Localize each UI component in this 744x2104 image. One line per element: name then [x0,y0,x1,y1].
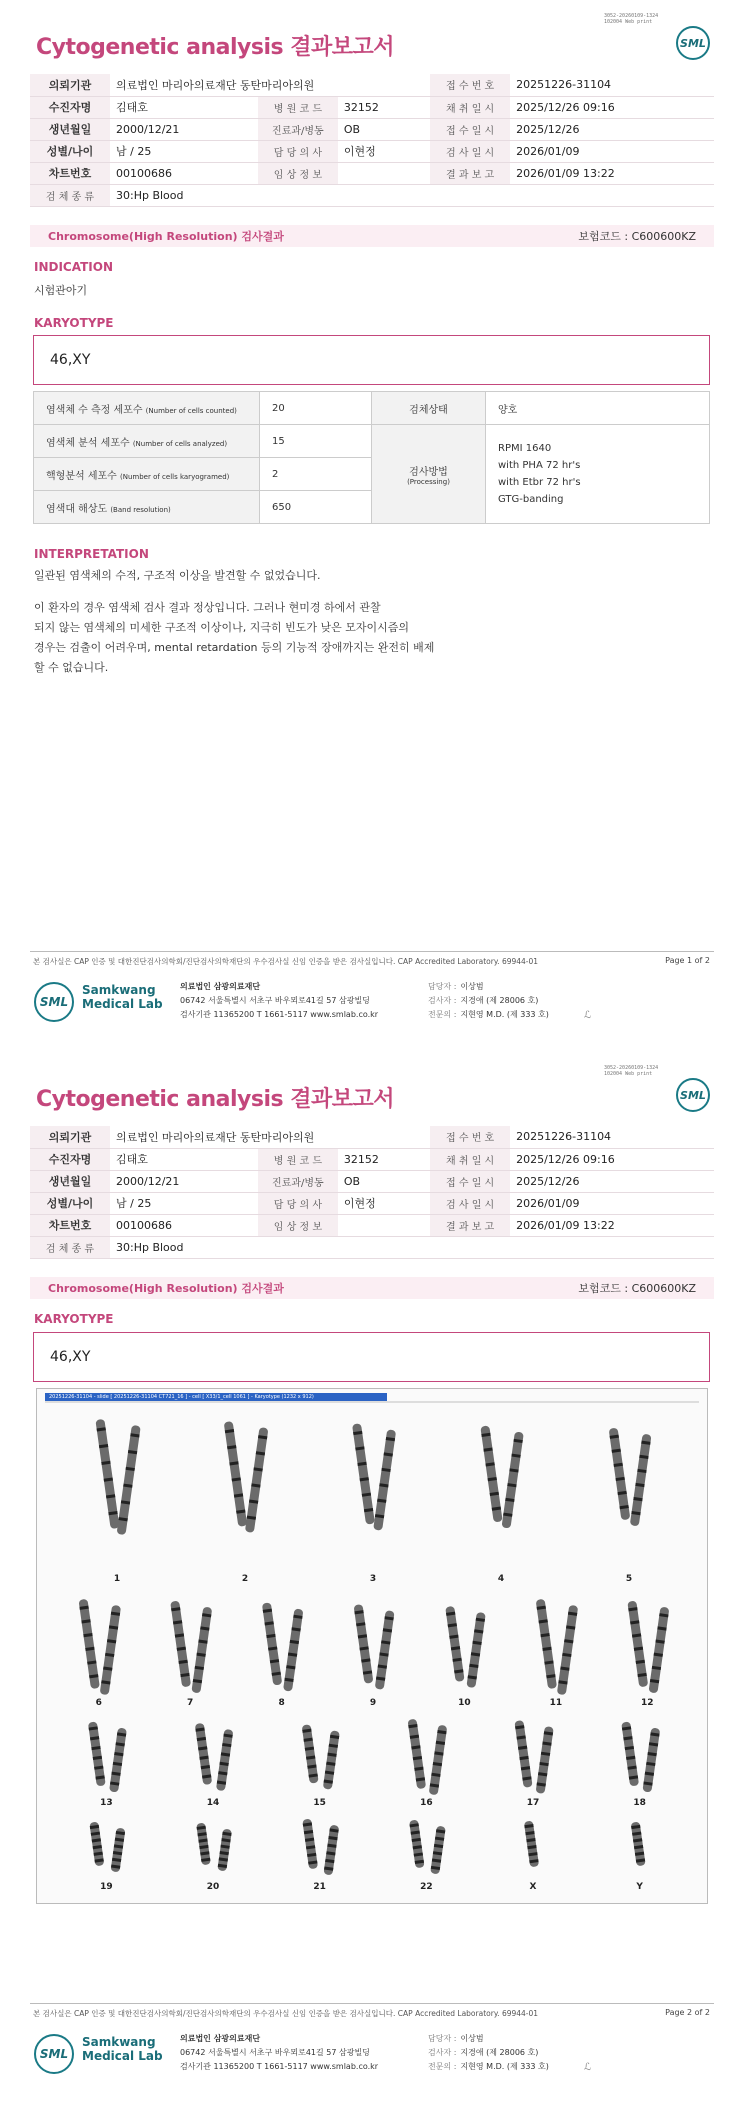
chromosome-pair-15 [302,1724,340,1790]
chromosome-pair-3 [352,1423,396,1531]
karyotype-box: 46,XY [33,335,710,385]
sml-logo: SML [676,1078,710,1112]
chromosome-pair-7 [170,1601,212,1694]
karyotype-heading: KARYOTYPE [34,316,114,330]
patient-info-table: 의뢰기관 의료법인 마리아의료재단 동탄마리아의원 접 수 번 호 20251226-31104 수진자명 김태호 병 원 코 드 32152 채 취 일 시 2025/12/26 09:16 생년월일 2000/12/21 진료과/병동 OB 접 수 일 시 2025/12/26 성별/나이 남 / 25 담 당 의 사 이현정 검 사 일 시 2026/01/09 차트번호 00100686 임 상 정 보 결 과 보 고 2026/01/09 13:22 검 체 종 류 30:Hp Blood [30,74,714,207]
signature: ℒ [584,1010,592,1021]
accreditation-note: 본 검사실은 CAP 인증 및 대한진단검사의학회/진단검사의학재단의 우수검사실 신임 인증을 받은 검사실입니다. CAP Accredited Laboratory. 69944-01 [33,957,539,966]
samkwang-logo: SML [34,2034,74,2074]
cell-stats-table: 염색체 수 측정 세포수 (Number of cells counted) 20 검체상태 양호 염색체 분석 세포수 (Number of cells analyzed) 15 검사방법 (Processing) RPMI 1640 with PHA 72 hr's with Etbr 72 hr's GTG-banding 핵형분석 세포수 (Number of cells karyogramed) 2 염색대 해상도 (Band resolution) 650 [33,391,710,524]
chromosome-pair-8 [262,1602,304,1691]
indication-text: 시험관아기 [34,284,88,297]
chromosome-label-6: 6 [95,1698,102,1708]
report-title: Cytogenetic analysis 결과보고서 [36,35,395,60]
page-number: Page 1 of 2 [665,956,710,965]
section-band: Chromosome(High Resolution) 검사결과 보험코드 : C600600KZ [30,1277,714,1299]
chromosome-pair-16 [408,1719,448,1796]
chromosome-label-22: 22 [420,1882,433,1892]
section-band: Chromosome(High Resolution) 검사결과 보험코드 : C600600KZ [30,225,714,247]
institution-value: 의료법인 마리아의료재단 동탄마리아의원 [110,74,430,96]
method-list: RPMI 1640 with PHA 72 hr's with Etbr 72 hr's GTG-banding [486,425,710,524]
footer-divider [30,951,714,952]
chromosome-pair-19 [89,1822,125,1873]
chromosome-label-16: 16 [420,1798,433,1808]
chromosome-pair-5 [609,1428,652,1527]
chromosome-label-21: 21 [313,1882,326,1892]
karyogram-chromosomes [37,1389,709,1905]
chromosome-label-14: 14 [206,1798,220,1808]
chromosome-label-5: 5 [625,1574,633,1584]
lab-name: Samkwang Medical Lab [82,2035,163,2063]
signature: ℒ [584,2062,592,2073]
report-title: Cytogenetic analysis 결과보고서 [36,1087,395,1112]
patient-name-value: 김태호 [110,96,258,118]
chromosome-pair-X [524,1821,539,1868]
chromosome-pair-14 [195,1723,234,1791]
chromosome-label-4: 4 [497,1574,505,1584]
chromosome-label-Y: Y [636,1882,643,1892]
chromosome-label-13: 13 [100,1798,113,1808]
sml-logo: SML [676,26,710,60]
karyotype-box: 46,XY [33,1332,710,1382]
chromosome-pair-22 [409,1820,446,1875]
interpretation-text: 일관된 염색체의 수적, 구조적 이상을 발견할 수 없었습니다. 이 환자의 경우 염색체 검사 결과 정상입니다. 그러나 현미경 하에서 관찰 되지 않는 염색체의 미세한 구조적 이상이나, 지극히 빈도가 낮은 모자이시즘의 경우는 검출이 어려우며, mental retardation 등의 기능적 장애까지는 완전히 배제 할 수 없습니다. [34,569,435,674]
chromosome-pair-2 [224,1421,269,1533]
chromosome-pair-11 [536,1599,579,1695]
lab-address: 의료법인 삼광의료재단 06742 서울특별시 서초구 바우뫼로41길 57 삼광빌딩 검사기관 11365200 T 1661-5117 www.smlab.co.kr [180,982,379,1019]
chromosome-label-1: 1 [113,1574,121,1584]
chromosome-pair-9 [354,1604,395,1690]
chromosome-pair-1 [95,1419,140,1535]
karyogram-caption: 20251226-31104 - slide [ 20251226-31104 CT721_16 ] - cell [ X33/1_cell 1061 ] - Karyotype (1232 x 912) [45,1393,387,1401]
chromosome-pair-13 [88,1721,127,1792]
chromosome-label-15: 15 [313,1798,326,1808]
chromosome-label-20: 20 [206,1882,220,1892]
chromosome-label-3: 3 [369,1574,377,1584]
chromosome-label-9: 9 [369,1698,377,1708]
karyogram-image [36,1388,708,1904]
chromosome-pair-12 [627,1601,669,1694]
chromosome-label-10: 10 [458,1698,471,1708]
page-number: Page 2 of 2 [665,2008,710,2017]
chromosome-pair-17 [514,1720,553,1794]
chromosome-pair-4 [480,1425,524,1528]
chromosome-pair-21 [302,1819,339,1876]
lab-name: Samkwang Medical Lab [82,983,163,1011]
patient-info-table: 의뢰기관 의료법인 마리아의료재단 동탄마리아의원 접 수 번 호 20251226-31104 수진자명 김태호 병 원 코 드 32152 채 취 일 시 2025/12/26 09:16 생년월일 2000/12/21 진료과/병동 OB 접 수 일 시 2025/12/26 성별/나이 남 / 25 담 당 의 사 이현정 검 사 일 시 2026/01/09 차트번호 00100686 임 상 정 보 결 과 보 고 2026/01/09 13:22 검 체 종 류 30:Hp Blood [30,1126,714,1259]
chromosome-pair-18 [621,1721,660,1792]
accreditation-note: 본 검사실은 CAP 인증 및 대한진단검사의학회/진단검사의학재단의 우수검사실 신임 인증을 받은 검사실입니다. CAP Accredited Laboratory. 69944-01 [33,2009,539,2018]
chromosome-pair-6 [78,1599,121,1695]
print-code: 3052-20260109-1324 102004 Web print [604,1065,659,1077]
chromosome-label-8: 8 [278,1698,285,1708]
chromosome-label-19: 19 [100,1882,113,1892]
staff-list: 담당자 : 이상범 검사자 : 지경애 (제 28006 호) 전문의 : 지현영 M.D. (제 333 호) [428,2034,549,2071]
samkwang-logo: SML [34,982,74,1022]
chromosome-pair-Y [631,1822,646,1867]
chromosome-pair-10 [445,1606,486,1688]
chromosome-label-12: 12 [641,1698,654,1708]
karyotype-heading: KARYOTYPE [34,1312,114,1326]
chromosome-label-2: 2 [241,1574,249,1584]
lab-address: 의료법인 삼광의료재단 06742 서울특별시 서초구 바우뫼로41길 57 삼광빌딩 검사기관 11365200 T 1661-5117 www.smlab.co.kr [180,2034,379,2071]
interpretation-heading: INTERPRETATION [34,547,149,561]
staff-list: 담당자 : 이상범 검사자 : 지경애 (제 28006 호) 전문의 : 지현영 M.D. (제 333 호) [428,982,549,1019]
receipt-no-value: 20251226-31104 [510,74,714,96]
print-code: 3052-20260109-1324 102004 Web print [604,13,659,25]
chromosome-label-17: 17 [526,1798,540,1808]
footer-divider [30,2003,714,2004]
chromosome-label-X: X [529,1882,537,1892]
chromosome-label-7: 7 [187,1698,194,1708]
chromosome-pair-20 [196,1823,232,1872]
chromosome-label-11: 11 [549,1698,563,1708]
chromosome-label-18: 18 [633,1798,646,1808]
indication-heading: INDICATION [34,260,113,274]
